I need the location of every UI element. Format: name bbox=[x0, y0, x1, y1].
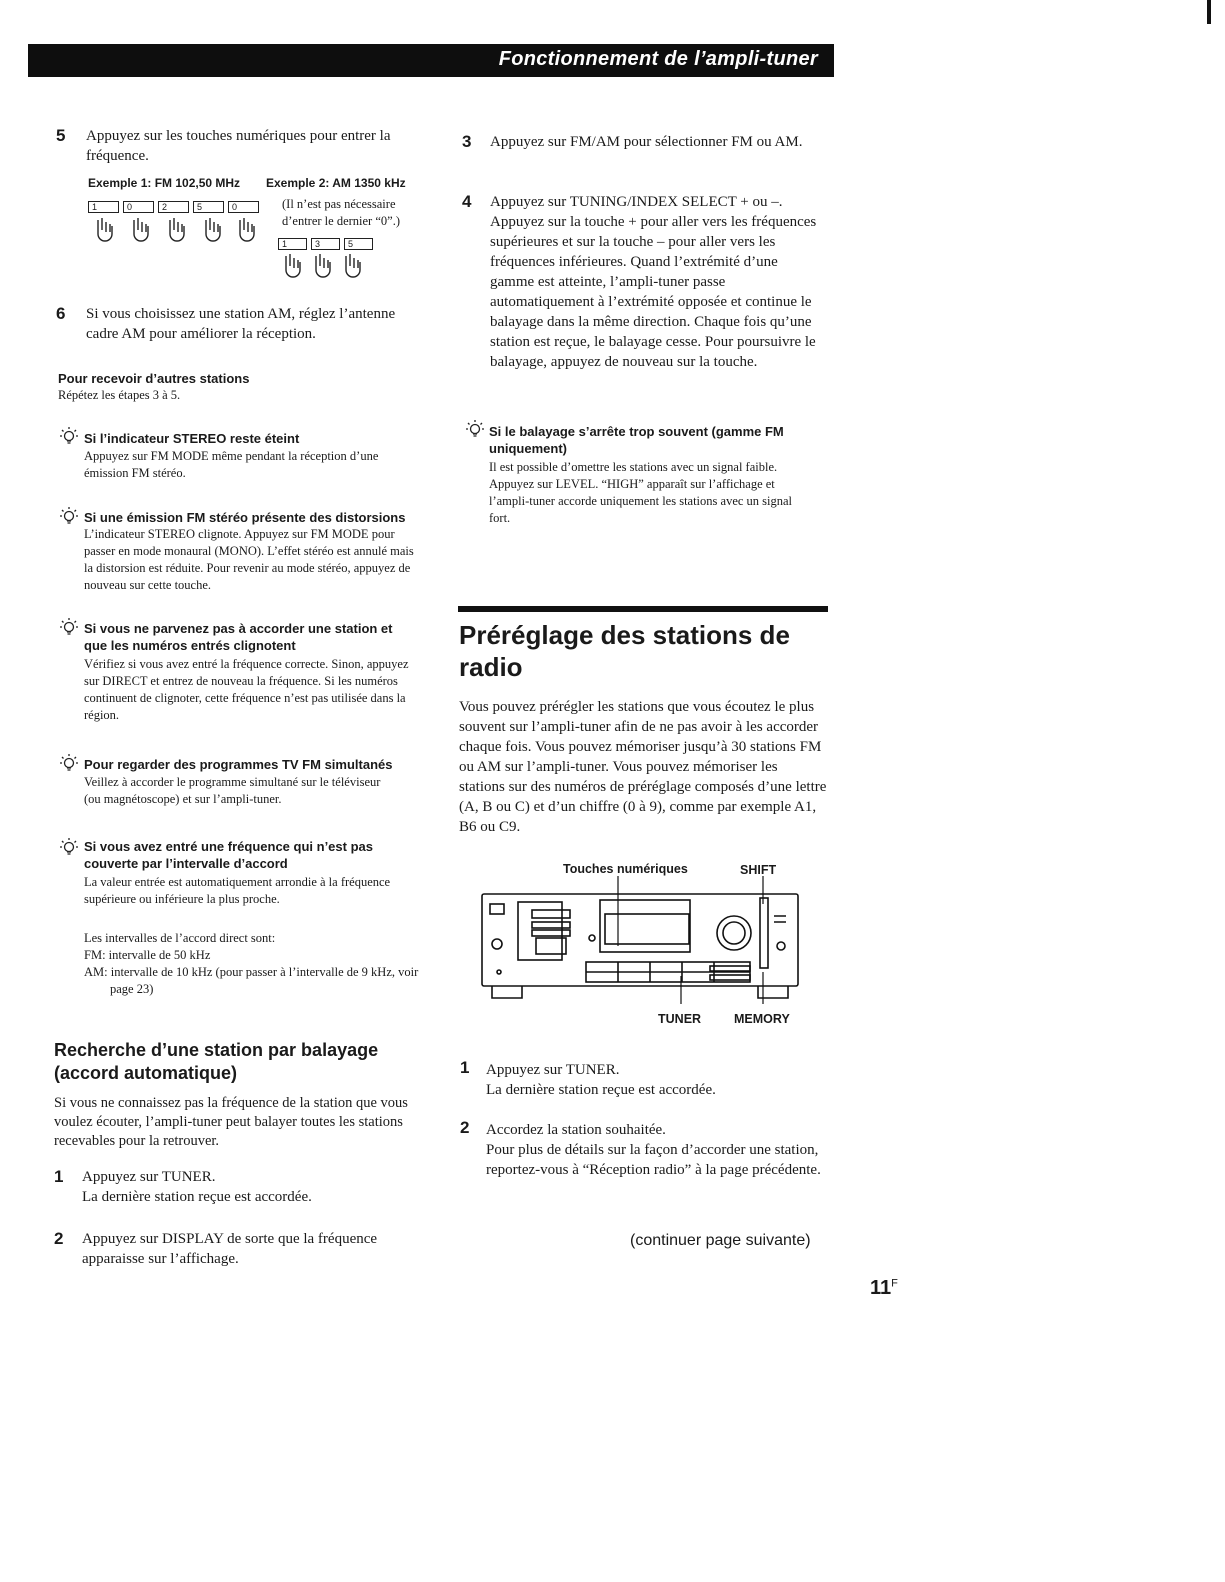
step-number: 5 bbox=[56, 126, 66, 145]
step-number: 2 bbox=[460, 1118, 470, 1137]
tip-text: Veillez à accorder le programme simultané sur le téléviseur (ou magnétoscope) et sur l’ampli-tuner. bbox=[84, 775, 381, 806]
memory-label: MEMORY bbox=[734, 1012, 790, 1026]
other-stations-heading: Pour recevoir d’autres stations bbox=[58, 371, 250, 386]
step-text bbox=[82, 1167, 412, 1207]
keypad-sequence-1 bbox=[88, 197, 259, 215]
header-bar bbox=[28, 44, 834, 77]
step-line: La dernière station reçue est accordée. bbox=[486, 1082, 716, 1098]
preset-section-intro: Vous pouvez prérégler les stations que vous écoutez le plus souvent sur l’ampli-tuner afin de ne pas avoir à les accorder chaque fois. Vous pouvez mémoriser jusqu’à 30 stations FM ou AM sur l’ampli-tuner. Vous pouvez mémoriser les stations sur des numéros de préréglage composés d’une lettre (A, B ou C) et d’un chiffre (0 à 9), comme par exemple A1, B6 ou C9. bbox=[459, 699, 827, 835]
step-number: 1 bbox=[460, 1058, 470, 1077]
lightbulb-tip-icon bbox=[58, 505, 80, 527]
tip-title: Si l’indicateur STEREO reste éteint bbox=[84, 431, 300, 446]
step-number: 1 bbox=[54, 1167, 64, 1186]
step-text: Appuyez sur DISPLAY de sorte que la fréquence apparaisse sur l’affichage. bbox=[82, 1231, 378, 1267]
finger-press-icon bbox=[240, 218, 254, 241]
tip-text: Appuyez sur FM MODE même pendant la réception d’une émission FM stéréo. bbox=[84, 449, 379, 480]
lightbulb-tip-icon bbox=[58, 836, 80, 858]
key: 2 bbox=[158, 201, 189, 213]
tip-title: Si vous ne parvenez pas à accorder une station et que les numéros entrés clignotent bbox=[84, 621, 393, 653]
finger-press-icon bbox=[134, 218, 148, 241]
step-number: 4 bbox=[462, 192, 472, 211]
tip-text: L’indicateur STEREO clignote. Appuyez sur FM MODE pour passer en mode monaural (MONO). L’effet stéréo est annulé mais la distorsion est réduite. Pour revenir au mode stéréo, appuyez de nouveau sur cette touche. bbox=[84, 527, 414, 592]
finger-press-icon bbox=[98, 218, 112, 241]
tip-text: Il est possible d’omettre les stations avec un signal faible. Appuyez sur LEVEL. “HIGH” apparaît sur l’affichage et l’ampli-tuner accorde uniquement les stations avec un signal fort. bbox=[489, 460, 793, 525]
key: 3 bbox=[311, 238, 340, 250]
example-2-label: Exemple 2: AM 1350 kHz bbox=[266, 176, 406, 190]
key: 1 bbox=[278, 238, 307, 250]
finger-press-icon bbox=[316, 254, 330, 277]
example-note: (Il n’est pas nécessaire d’entrer le dernier “0”.) bbox=[282, 197, 400, 228]
step-line: Pour plus de détails sur la façon d’accorder une station, reportez-vous à “Réception radio” à la page précédente. bbox=[486, 1142, 821, 1178]
step-text: Appuyez sur les touches numériques pour entrer la fréquence. bbox=[86, 128, 391, 164]
step-line: Appuyez sur TUNER. bbox=[486, 1062, 620, 1078]
lightbulb-tip-icon bbox=[464, 418, 486, 440]
section-rule bbox=[458, 606, 828, 612]
other-stations-text: Répétez les étapes 3 à 5. bbox=[58, 388, 181, 402]
intervals-am: AM: intervalle de 10 kHz (pour passer à l’intervalle de 9 kHz, voir page 23) bbox=[84, 965, 419, 996]
step-number: 6 bbox=[56, 304, 66, 323]
tip-title: Si le balayage s’arrête trop souvent (gamme FM uniquement) bbox=[489, 424, 784, 456]
key: 5 bbox=[344, 238, 373, 250]
step-number: 3 bbox=[462, 132, 472, 151]
lightbulb-tip-icon bbox=[58, 752, 80, 774]
step-line: Accordez la station souhaitée. bbox=[486, 1122, 666, 1138]
page-number-value: 11 bbox=[870, 1277, 892, 1299]
numeric-keys-label: Touches numériques bbox=[563, 862, 688, 876]
continue-next-page: (continuer page suivante) bbox=[630, 1232, 811, 1249]
intervals-intro: Les intervalles de l’accord direct sont: bbox=[84, 931, 276, 945]
tip-title: Pour regarder des programmes TV FM simultanés bbox=[84, 757, 393, 772]
key: 5 bbox=[193, 201, 224, 213]
header-title: Fonctionnement de l’ampli-tuner bbox=[498, 48, 818, 70]
tip-text: Vérifiez si vous avez entré la fréquence correcte. Sinon, appuyez sur DIRECT et entrez de nouveau la fréquence. Si les numéros continuent de clignoter, cette fréquence n’est pas utilisée dans la région. bbox=[84, 657, 409, 722]
example-1-label: Exemple 1: FM 102,50 MHz bbox=[88, 176, 241, 190]
receiver-front-panel-diagram bbox=[478, 876, 808, 1008]
finger-press-icon bbox=[286, 254, 300, 277]
preset-section-title: Préréglage des stations de radio bbox=[459, 620, 790, 682]
step-text: Appuyez sur FM/AM pour sélectionner FM ou AM. bbox=[490, 134, 803, 150]
step-line: Appuyez sur TUNER. bbox=[82, 1169, 216, 1185]
tip-title: Si une émission FM stéréo présente des distorsions bbox=[84, 510, 406, 525]
finger-press-icons bbox=[92, 214, 262, 248]
scan-section-intro: Si vous ne connaissez pas la fréquence de la station que vous voulez écouter, l’ampli-tuner peut balayer toutes les stations recevables pour la retrouver. bbox=[54, 1095, 408, 1149]
step-text bbox=[486, 1060, 816, 1100]
page-number bbox=[870, 1277, 898, 1300]
lightbulb-tip-icon bbox=[58, 616, 80, 638]
step-number: 2 bbox=[54, 1229, 64, 1248]
step-line: La dernière station reçue est accordée. bbox=[82, 1189, 312, 1205]
scan-section-title: Recherche d’une station par balayage (accord automatique) bbox=[54, 1040, 379, 1083]
step-text bbox=[486, 1120, 821, 1180]
key: 0 bbox=[123, 201, 154, 213]
key: 1 bbox=[88, 201, 119, 213]
tip-title: Si vous avez entré une fréquence qui n’est pas couverte par l’intervalle d’accord bbox=[84, 839, 373, 871]
finger-press-icons-2 bbox=[280, 250, 380, 282]
page-edge-mark bbox=[1207, 0, 1211, 24]
finger-press-icon bbox=[170, 218, 184, 241]
shift-label: SHIFT bbox=[740, 863, 777, 877]
intervals-fm: FM: intervalle de 50 kHz bbox=[84, 948, 211, 962]
tuner-label: TUNER bbox=[658, 1012, 702, 1026]
page-suffix: F bbox=[891, 1277, 898, 1290]
finger-press-icon bbox=[206, 218, 220, 241]
finger-press-icon bbox=[346, 254, 360, 277]
tip-text: La valeur entrée est automatiquement arrondie à la fréquence supérieure ou inférieure la plus proche. bbox=[84, 875, 391, 906]
lightbulb-tip-icon bbox=[58, 425, 80, 447]
key: 0 bbox=[228, 201, 259, 213]
intervals-block bbox=[84, 930, 424, 998]
step-text: Appuyez sur TUNING/INDEX SELECT + ou –. Appuyez sur la touche + pour aller vers les fréquences supérieures et sur la touche – pour aller vers les fréquences inférieures. Quand l’extrémité d’une gamme est atteinte, l’ampli-tuner passe automatiquement à l’extrémité opposée et continue le balayage dans la même direction. Chaque fois qu’une station est reçue, le balayage cesse. Pour poursuivre le balayage, appuyez de nouveau sur la touche. bbox=[490, 194, 817, 370]
step-text: Si vous choisissez une station AM, réglez l’antenne cadre AM pour améliorer la réception. bbox=[86, 306, 396, 342]
